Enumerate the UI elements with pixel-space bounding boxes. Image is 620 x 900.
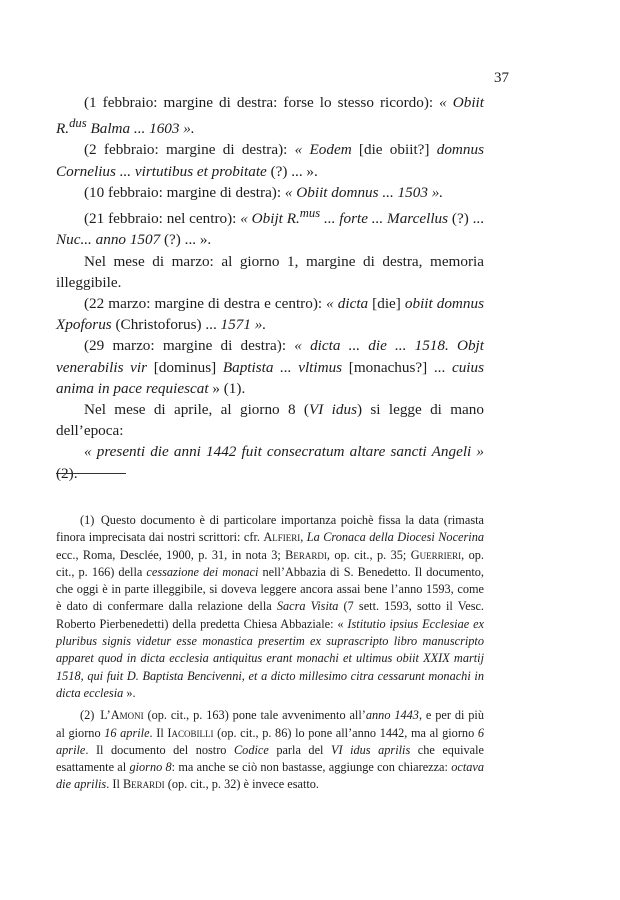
entry-29-marzo: (29 marzo: margine di destra): « dicta ... die ... 1518. Objt venerabilis vir [dominus] Baptista ... vltimus [monachus?] ... cuius anima in pace requiescat » (1). bbox=[56, 337, 485, 397]
entry-21-febbraio: (21 febbraio: nel centro): « Obijt R.$^{mus}$ ... forte ... Marcellus (?) ... Nuc... anno 1507 (?) ... ». bbox=[56, 206, 484, 249]
entry-8-aprile: Nel mese di aprile, al giorno 8 (VI idus) si legge di mano dell’epoca: bbox=[56, 400, 484, 440]
quote-altare-sancti-angeli: « presenti die anni 1442 fuit consecratum altare sancti Angeli » (2). bbox=[56, 443, 484, 482]
main-text bbox=[56, 92, 484, 484]
page-number: 37 bbox=[494, 70, 509, 86]
entry-2-febbraio: (2 febbraio: margine di destra): « Eodem [die obiit?] domnus Cornelius ... virtutibus et probitate (?) ... ». bbox=[56, 141, 484, 180]
footnotes bbox=[56, 512, 484, 799]
footnote-2: (2) L’Amoni (op. cit., p. 163) pone tale avvenimento all’anno 1443, e per di più al giorno 16 aprile. Il Iacobilli (op. cit., p. 86) lo pone all’anno 1442, ma al giorno 6 aprile. Il documento del nostro Codice parla del VI idus aprilis che equivale esattamente al giorno 8: ma anche se ciò non bastasse, aggiunge con chiarezza: octava die aprilis. Il Berardi (op. cit., p. 32) è invece esatto. bbox=[56, 708, 484, 792]
entry-22-marzo: (22 marzo: margine di destra e centro): « dicta [die] obiit domnus Xpoforus (Christoforus) ... 1571 ». bbox=[56, 294, 485, 334]
entry-10-febbraio: (10 febbraio: margine di destra): « Obiit domnus ... 1503 ». bbox=[84, 183, 444, 201]
footnote-divider bbox=[56, 473, 126, 474]
footnote-1: (1) Questo documento è di particolare importanza poichè fissa la data (rimasta finora imprecisata dai nostri scrittori: cfr. Alfieri, La Cronaca della Diocesi Nocerina ecc., Roma, Desclée, 1900, p. 31, in nota 3; Berardi, op. cit., p. 35; Guerrieri, op. cit., p. 166) della cessazione dei monaci nell’Abbazia di S. Benedetto. Il documento, che oggi è in parte illeggibile, si doveva leggere ancora assai bene l’anno 1593, come è dato di confermare dalla relazione della Sacra Visita (7 sett. 1593, sotto il Vesc. Roberto Pierbenedetti) della predetta Chiesa Abbaziale: « Istitutio ipsius Ecclesiae ex pluribus signis videtur esse monastica presertim ex suprascripto libro manuscripto apparet quod in dicta ecclesia antiquitus erant monachi et ultimus obiit XXIX martij 1518, qui fuit D. Baptista Bencivenni, et a dicto millesimo citra cessarunt monachi in dicta ecclesia ». bbox=[56, 513, 485, 700]
entry-1-febbraio: (1 febbraio: margine di destra: forse lo stesso ricordo): « Obiit R.$^{dus}$ Balma ... 1603 ». bbox=[56, 94, 484, 138]
entry-1-marzo: Nel mese di marzo: al giorno 1, margine di destra, memoria illeggibile. bbox=[56, 252, 484, 291]
